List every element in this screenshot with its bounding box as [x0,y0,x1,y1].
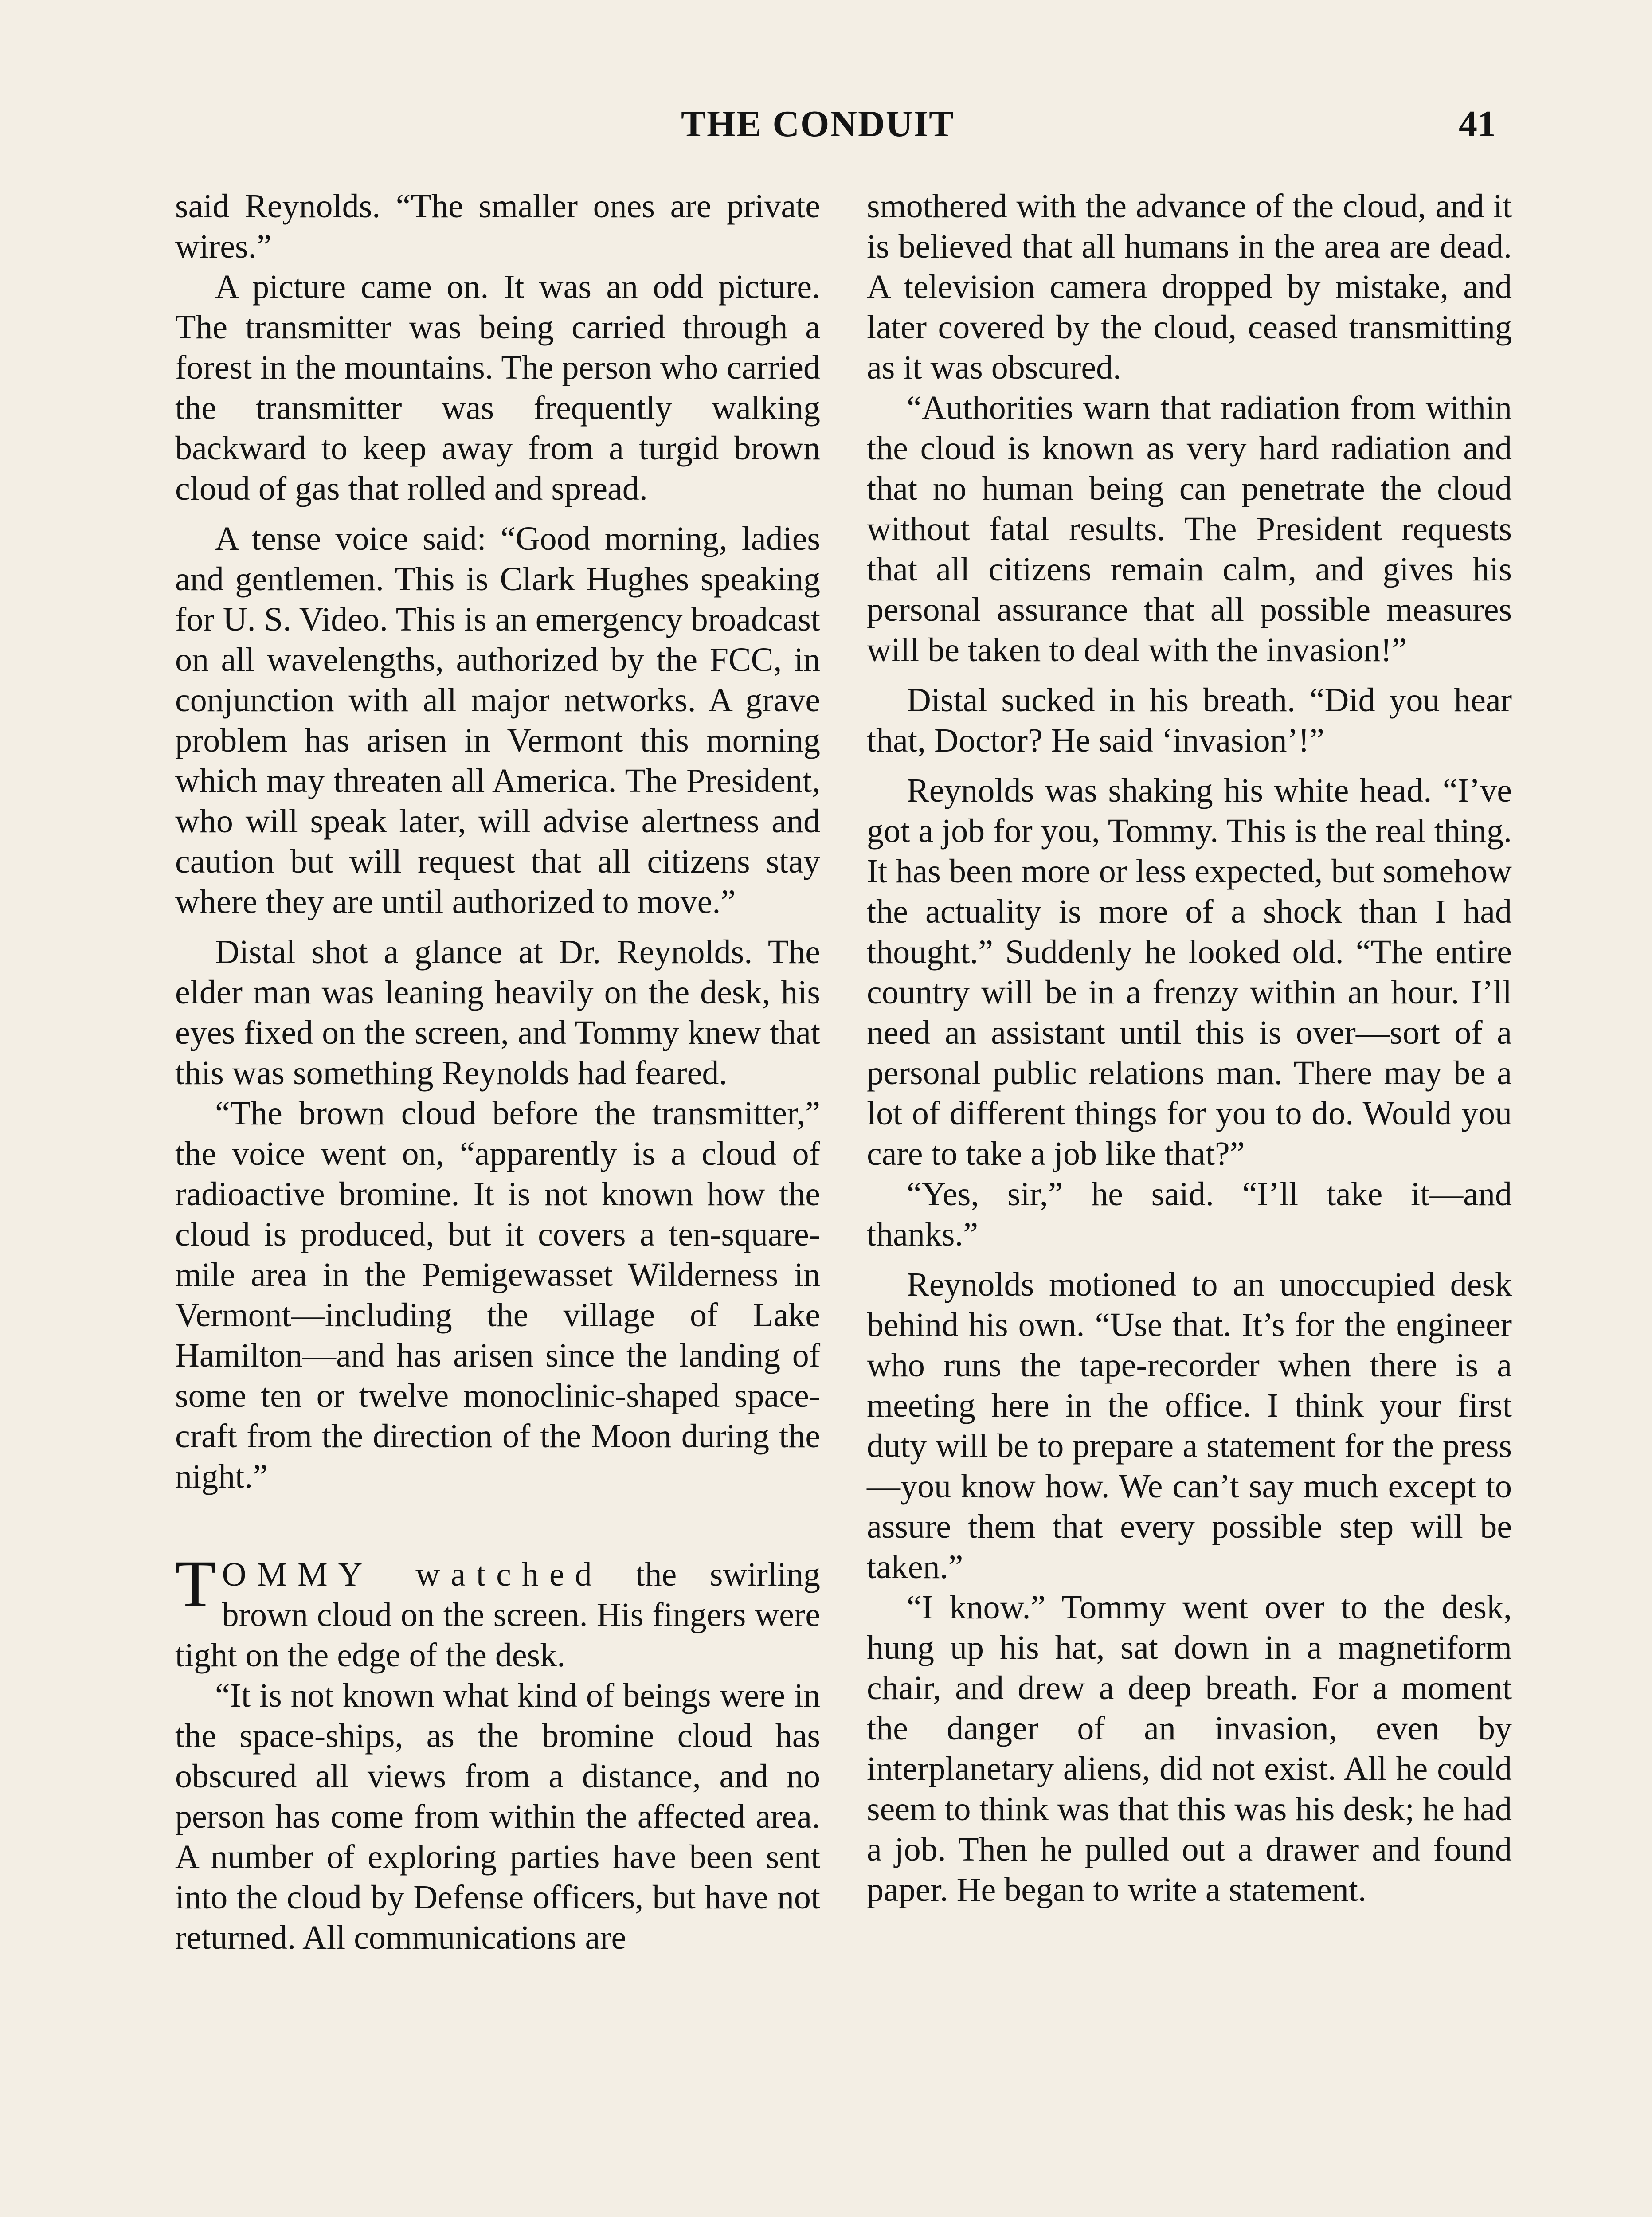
left-column [175,186,820,1958]
running-title: THE CONDUIT [681,103,955,145]
page-number: 41 [1459,103,1496,145]
paragraph: Reynolds was shaking his white head. “I’ve got a job for you, Tommy. This is the real thing. It has been more or less expected, but somehow the actuality is more of a shock than I had thought.” Suddenly he looked old. “The entire country will be in a frenzy within an hour. I’ll need an assistant until this is over—sort of a personal public relations man. There may be a lot of different things for you to do. Would you care to take a job like that?” [867,772,1512,1172]
right-column [867,186,1512,1910]
spaced-lead-in: OMMY watched [222,1556,603,1593]
paragraph: “It is not known what kind of beings were in the space-ships, as the bromine cloud has obscured all views from a distance, and no person has come from within the affected area. A number of exploring parties have been sent into the cloud by Defense officers, but have not returned. All communications are [175,1677,820,1956]
paragraph: A tense voice said: “Good morning, ladies and gentlemen. This is Clark Hughes speaking for U. S. Video. This is an emergency broadcast on all wavelengths, authorized by the FCC, in conjunction with all major networks. A grave problem has arisen in Vermont this morning which may threaten all America. The President, who will speak later, will advise alertness and caution but will request that all citizens stay where they are until authorized to move.” [175,520,820,920]
paragraph: Distal shot a glance at Dr. Reynolds. The elder man was leaning heavily on the desk, his eyes fixed on the screen, and Tommy knew that this was something Reynolds had feared. [175,933,820,1092]
paragraph: said Reynolds. “The smaller ones are private wires.” [175,188,820,265]
section-start-paragraph [175,1547,820,1676]
paragraph: smothered with the advance of the cloud, and it is believed that all humans in the area are dead. A television camera dropped by mistake, and later covered by the cloud, ceased transmitting as it was obscured. [867,188,1512,386]
paragraph-text: the swirling brown cloud on the screen. His fingers were tight on the edge of the desk. [175,1556,820,1674]
paragraph: Reynolds motioned to an unoccupied desk behind his own. “Use that. It’s for the engineer who runs the tape-recorder when there is a meeting here in the office. I think your first duty will be to prepare a statement for the press—you know how. We can’t say much except to assure them that every possible step will be taken.” [867,1266,1512,1586]
paragraph: “The brown cloud before the transmitter,” the voice went on, “apparently is a cloud of radioactive bromine. It is not known how the cloud is produced, but it covers a ten-square-mile area in the Pemigewasset Wilderness in Vermont—including the village of Lake Hamilton—and has arisen since the landing of some ten or twelve monoclinic-shaped space-craft from the direction of the Moon during the night.” [175,1095,820,1495]
paragraph: “Authorities warn that radiation from within the cloud is known as very hard radiation and that no human being can penetrate the cloud without fatal results. The President requests that all citizens remain calm, and gives his personal assurance that all possible measures will be taken to deal with the invasion!” [867,389,1512,669]
paragraph: “I know.” Tommy went over to the desk, hung up his hat, sat down in a magnetiform chair, and drew a deep breath. For a moment the danger of an invasion, even by interplanetary aliens, did not exist. All he could seem to think was that this was his desk; he had a job. Then he pulled out a drawer and found paper. He began to write a statement. [867,1589,1512,1908]
page-header [0,100,1652,149]
paragraph: A picture came on. It was an odd picture. The transmitter was being carried through a forest in the mountains. The person who carried the transmitter was frequently walking backward to keep away from a turgid brown cloud of gas that rolled and spread. [175,268,820,507]
paragraph: Distal sucked in his breath. “Did you hear that, Doctor? He said ‘invasion’!” [867,682,1512,759]
paragraph: “Yes, sir,” he said. “I’ll take it—and thanks.” [867,1175,1512,1253]
drop-cap: T [175,1547,216,1621]
